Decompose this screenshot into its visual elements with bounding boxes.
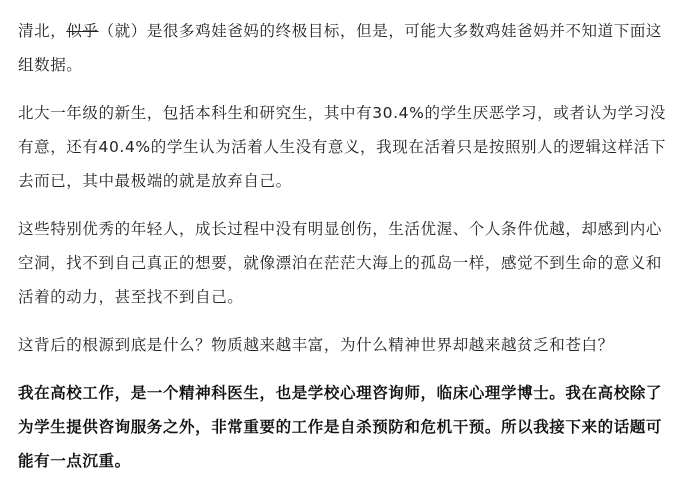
paragraph-4: 这背后的根源到底是什么？物质越来越丰富，为什么精神世界却越来越贫乏和苍白？ (18, 336, 614, 354)
paragraph-1 (18, 14, 668, 82)
struck-text: 似乎 (66, 22, 99, 40)
paragraph-1-lead: 清北， (18, 22, 67, 40)
paragraph-1-rest: （就）是很多鸡娃爸妈的终极目标，但是，可能大多数鸡娃爸妈并不知道下面这组数据。 (18, 22, 663, 74)
paragraph-2: 北大一年级的新生，包括本科生和研究生，其中有30.4%的学生厌恶学习，或者认为学习没有意，还有40.4%的学生认为活着人生没有意义，我现在活着只是按照别人的逻辑这样活下去而已，其中最极端的就是放弃自己。 (18, 104, 666, 190)
article-body (18, 14, 668, 492)
paragraph-3: 这些特别优秀的年轻人，成长过程中没有明显创伤，生活优渥、个人条件优越，却感到内心空洞，找不到自己真正的想要，就像漂泊在茫茫大海上的孤岛一样，感觉不到生命的意义和活着的动力，甚至找不到自己。 (18, 220, 663, 306)
paragraph-5-bold: 我在高校工作，是一个精神科医生，也是学校心理咨询师，临床心理学博士。我在高校除了为学生提供咨询服务之外，非常重要的工作是自杀预防和危机干预。所以我接下来的话题可能有一点沉重。 (18, 384, 663, 470)
